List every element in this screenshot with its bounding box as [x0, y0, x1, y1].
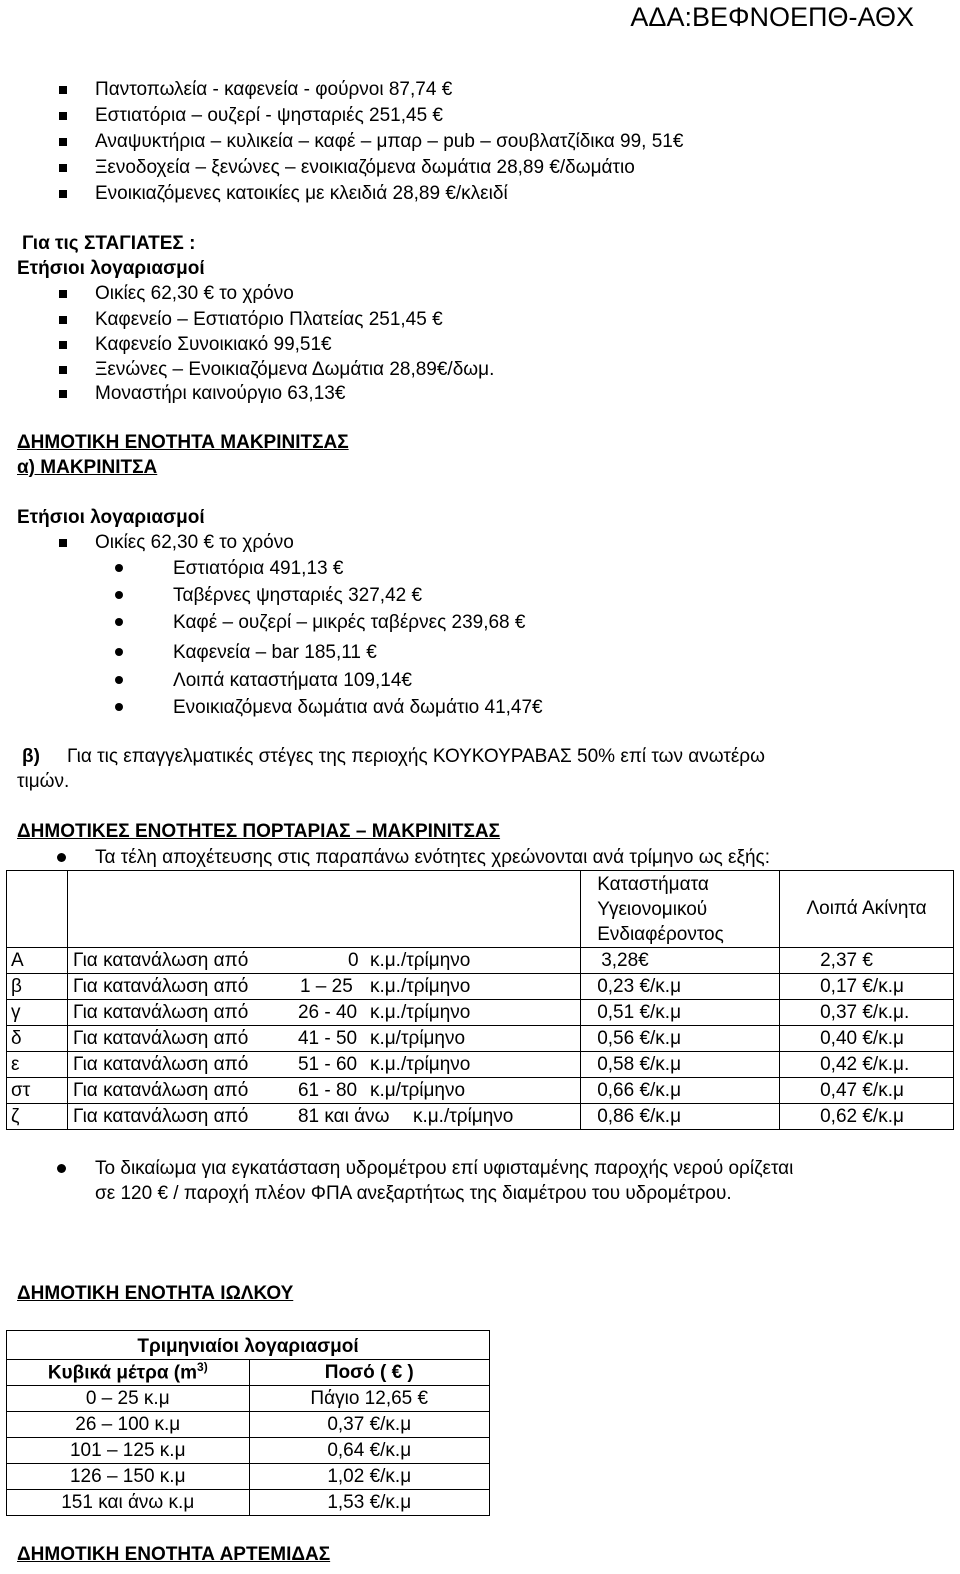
list-item: Εστιατόρια 491,13 € — [173, 558, 344, 579]
table-title: Τριμηνιαίοι λογαριασμοί — [7, 1331, 490, 1360]
meter-note: Το δικαίωμα για εγκατάσταση υδρομέτρου επί υφισταμένης παροχής νερού ορίζεται — [95, 1158, 794, 1179]
table-row: γ Για κατανάλωση από 26 - 40 κ.μ./τρίμηνο 0,51 €/κ.μ 0,37 €/κ.μ. — [7, 1000, 954, 1026]
table-row: 26 – 100 κ.μ 0,37 €/κ.μ — [7, 1412, 490, 1438]
portaria-heading: ΔΗΜΟΤΙΚΕΣ ΕΝΟΤΗΤΕΣ ΠΟΡΤΑΡΙΑΣ – ΜΑΚΡΙΝΙΤΣΑΣ — [17, 821, 501, 842]
sewage-fees-table — [6, 870, 954, 1130]
table-row: 0 – 25 κ.μ Πάγιο 12,65 € — [7, 1386, 490, 1412]
list-item: Ενοικιαζόμενες κατοικίες με κλειδιά 28,89 €/κλειδί — [95, 183, 508, 204]
list-item: Παντοπωλεία - καφενεία - φούρνοι 87,74 € — [95, 79, 453, 100]
list-item: Καφενείο Συνοικιακό 99,51€ — [95, 334, 332, 355]
table-row: Α Για κατανάλωση από 0 κ.μ./τρίμηνο 3,28€ 2,37 € — [7, 948, 954, 974]
list-item: Καφενείο – Εστιατόριο Πλατείας 251,45 € — [95, 309, 443, 330]
portaria-intro: Τα τέλη αποχέτευσης στις παραπάνω ενότητες χρεώνονται ανά τρίμηνο ως εξής: — [95, 847, 770, 868]
annual-accounts-label: Ετήσιοι λογαριασμοί — [17, 507, 205, 528]
list-item: Ταβέρνες ψησταριές 327,42 € — [173, 585, 423, 606]
meter-note-cont: σε 120 € / παροχή πλέον ΦΠΑ ανεξαρτήτως της διαμέτρου του υδρομέτρου. — [95, 1183, 732, 1204]
other-column-header: Λοιπά Ακίνητα — [780, 871, 954, 948]
beta-label: β) — [22, 746, 40, 767]
table-row: 101 – 125 κ.μ 0,64 €/κ.μ — [7, 1438, 490, 1464]
stagiates-heading: Για τις ΣΤΑΓΙΑΤΕΣ : — [22, 233, 196, 254]
list-item: Ξενώνες – Ενοικιαζόμενα Δωμάτια 28,89€/δωμ. — [95, 359, 495, 380]
list-item: Αναψυκτήρια – κυλικεία – καφέ – μπαρ – pub – σουβλατζίδικα 99, 51€ — [95, 131, 684, 152]
table-row: 151 και άνω κ.μ 1,53 €/κ.μ — [7, 1490, 490, 1516]
list-item: Εστιατόρια – ουζερί - ψησταριές 251,45 € — [95, 105, 443, 126]
stagiates-subheading: Ετήσιοι λογαριασμοί — [17, 258, 205, 279]
beta-text-cont: τιμών. — [17, 771, 70, 792]
table-header-row — [7, 1360, 490, 1386]
table-row: δ Για κατανάλωση από 41 - 50 κ.μ/τρίμηνο 0,56 €/κ.μ 0,40 €/κ.μ — [7, 1026, 954, 1052]
shops-column-header: Καταστήματα Υγειονομικού Ενδιαφέροντος — [581, 871, 780, 948]
list-item: Μοναστήρι καινούργιο 63,13€ — [95, 383, 346, 404]
amount-header: Ποσό ( € ) — [249, 1360, 490, 1386]
list-item: Ενοικιαζόμενα δωμάτια ανά δωμάτιο 41,47€ — [173, 697, 543, 718]
cubic-meters-header: Κυβικά μέτρα ($m^{3)}$ — [7, 1360, 250, 1386]
list-item: Λοιπά καταστήματα 109,14€ — [173, 670, 412, 691]
table-row: ζ Για κατανάλωση από 81 και άνω κ.μ./τρίμηνο 0,86 €/κ.μ 0,62 €/κ.μ — [7, 1104, 954, 1130]
list-item: Καφέ – ουζερί – μικρές ταβέρνες 239,68 € — [173, 612, 526, 633]
list-item: Οικίες 62,30 € το χρόνο — [95, 532, 294, 553]
list-item: Ξενοδοχεία – ξενώνες – ενοικιαζόμενα δωμάτια 28,89 €/δωμάτιο — [95, 157, 635, 178]
table-row: ε Για κατανάλωση από 51 - 60 κ.μ./τρίμηνο 0,58 €/κ.μ 0,42 €/κ.μ. — [7, 1052, 954, 1078]
table-row: στ Για κατανάλωση από 61 - 80 κ.μ/τρίμηνο 0,66 €/κ.μ 0,47 €/κ.μ — [7, 1078, 954, 1104]
table-row: β Για κατανάλωση από 1 – 25 κ.μ./τρίμηνο 0,23 €/κ.μ 0,17 €/κ.μ — [7, 974, 954, 1000]
iolkos-table — [6, 1330, 490, 1516]
beta-text: Για τις επαγγελματικές στέγες της περιοχής ΚΟΥΚΟΥΡΑΒΑΣ 50% επί των ανωτέρω — [67, 746, 765, 767]
makrinitsa-subheading: α) ΜΑΚΡΙΝΙΤΣΑ — [17, 457, 158, 478]
table-header-row — [7, 871, 954, 948]
makrinitsa-heading: ΔΗΜΟΤΙΚΗ ΕΝΟΤΗΤΑ ΜΑΚΡΙΝΙΤΣΑΣ — [17, 432, 349, 453]
table-row: 126 – 150 κ.μ 1,02 €/κ.μ — [7, 1464, 490, 1490]
list-item: Οικίες 62,30 € το χρόνο — [95, 283, 294, 304]
artemida-heading: ΔΗΜΟΤΙΚΗ ΕΝΟΤΗΤΑ ΑΡΤΕΜΙΔΑΣ — [17, 1544, 331, 1565]
list-item: Καφενεία – bar 185,11 € — [173, 642, 377, 663]
iolkos-heading: ΔΗΜΟΤΙΚΗ ΕΝΟΤΗΤΑ ΙΩΛΚΟΥ — [17, 1283, 294, 1304]
document-id: ΑΔΑ:ΒΕΦΝΟΕΠΘ-ΑΘΧ — [630, 2, 914, 32]
